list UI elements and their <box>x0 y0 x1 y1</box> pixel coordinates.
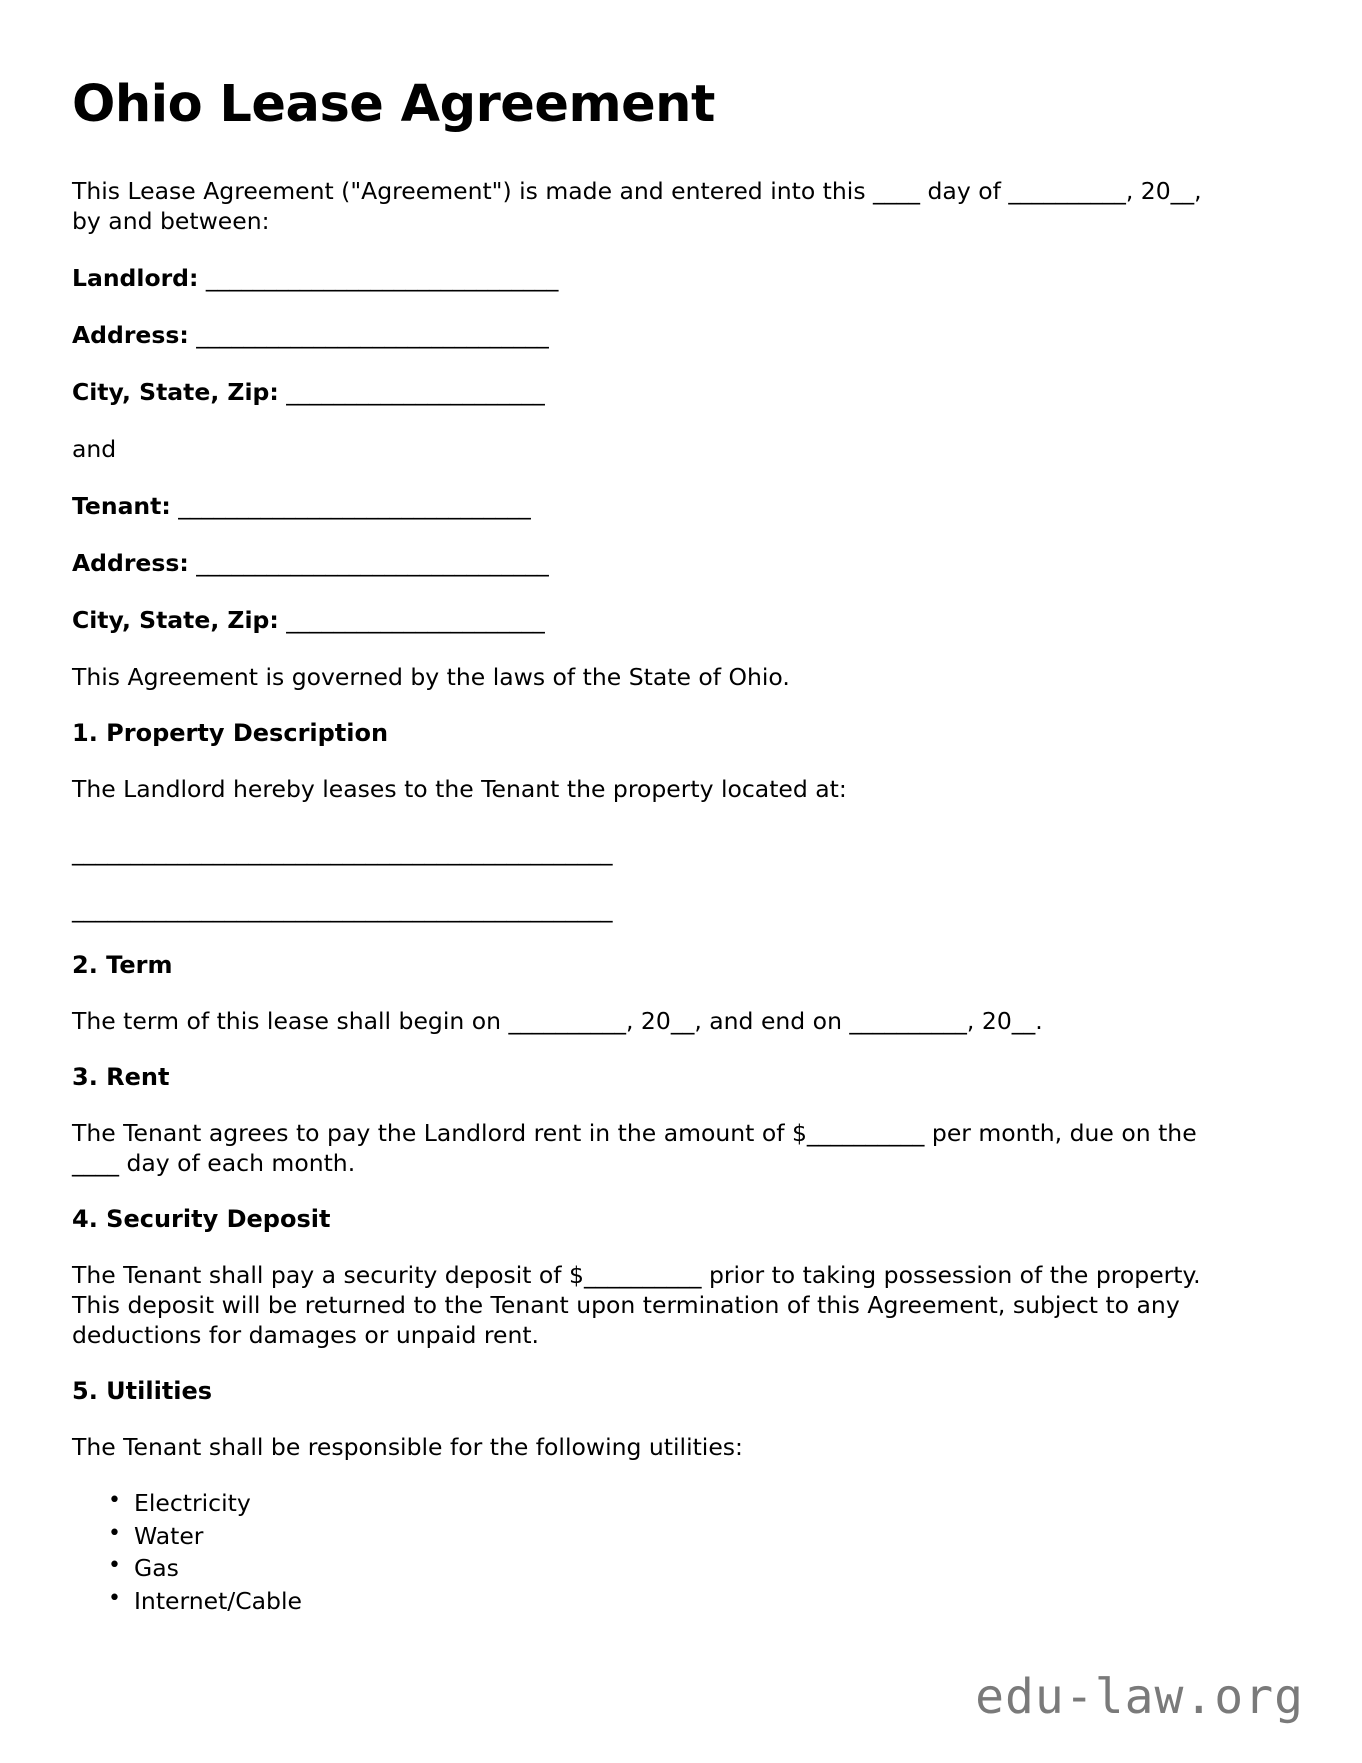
tenant-address-field <box>72 548 1290 578</box>
landlord-citystatezip-field <box>72 377 1290 407</box>
site-watermark: edu-law.org <box>975 1669 1304 1725</box>
tenant-citystatezip-blank[interactable]: ______________________ <box>278 606 545 635</box>
tenant-citystatezip-label: City, State, Zip: <box>72 606 279 635</box>
rent-body: The Tenant agrees to pay the Landlord rent in the amount of $__________ per month, due on the ____ day of each month. <box>72 1119 1197 1178</box>
governing-law-paragraph: This Agreement is governed by the laws of the State of Ohio. <box>72 663 790 692</box>
list-item: • Internet/Cable <box>134 1587 1290 1616</box>
utilities-list <box>72 1489 1290 1616</box>
landlord-name-blank[interactable]: ______________________________ <box>198 263 559 292</box>
section-heading-term: 2. Term <box>72 951 173 980</box>
property-description-body: The Landlord hereby leases to the Tenant the property located at: <box>72 775 847 804</box>
section-heading-security-deposit: 4. Security Deposit <box>72 1205 331 1234</box>
section-heading-property-description: 1. Property Description <box>72 719 389 748</box>
tenant-citystatezip-field <box>72 605 1290 635</box>
security-deposit-body: The Tenant shall pay a security deposit of $__________ prior to taking possession of the property. This deposit will be returned to the Tenant upon termination of this Agreement, subject to any deductions for damages or unpaid rent. <box>72 1260 1201 1350</box>
section-heading-utilities: 5. Utilities <box>72 1377 213 1406</box>
tenant-name-blank[interactable]: ______________________________ <box>170 492 531 521</box>
tenant-address-blank[interactable]: ______________________________ <box>188 549 549 578</box>
landlord-citystatezip-blank[interactable]: ______________________ <box>278 377 545 406</box>
tenant-name-field <box>72 491 1290 521</box>
landlord-address-label: Address: <box>72 320 189 349</box>
landlord-citystatezip-label: City, State, Zip: <box>72 377 279 406</box>
tenant-address-label: Address: <box>72 549 189 578</box>
landlord-address-field <box>72 320 1290 350</box>
landlord-address-blank[interactable]: ______________________________ <box>188 320 549 349</box>
page-title: Ohio Lease Agreement <box>72 75 715 134</box>
landlord-name-label: Landlord: <box>72 263 199 292</box>
list-item: • Electricity <box>134 1489 1290 1518</box>
tenant-name-label: Tenant: <box>72 492 171 521</box>
section-heading-rent: 3. Rent <box>72 1063 170 1092</box>
term-body: The term of this lease shall begin on __________, 20__, and end on __________, 20__. <box>72 1007 1043 1036</box>
property-blank-line-2[interactable]: ______________________________________________ <box>72 895 613 924</box>
list-item: • Gas <box>134 1554 1290 1583</box>
intro-paragraph: This Lease Agreement ("Agreement") is made and entered into this ____ day of __________, 20__, by and between: <box>72 176 1202 235</box>
list-item: • Water <box>134 1522 1290 1551</box>
landlord-name-field <box>72 263 1290 293</box>
property-blank-line-1[interactable]: ______________________________________________ <box>72 838 613 867</box>
and-connector: and <box>72 434 117 463</box>
utilities-body: The Tenant shall be responsible for the following utilities: <box>72 1433 743 1462</box>
